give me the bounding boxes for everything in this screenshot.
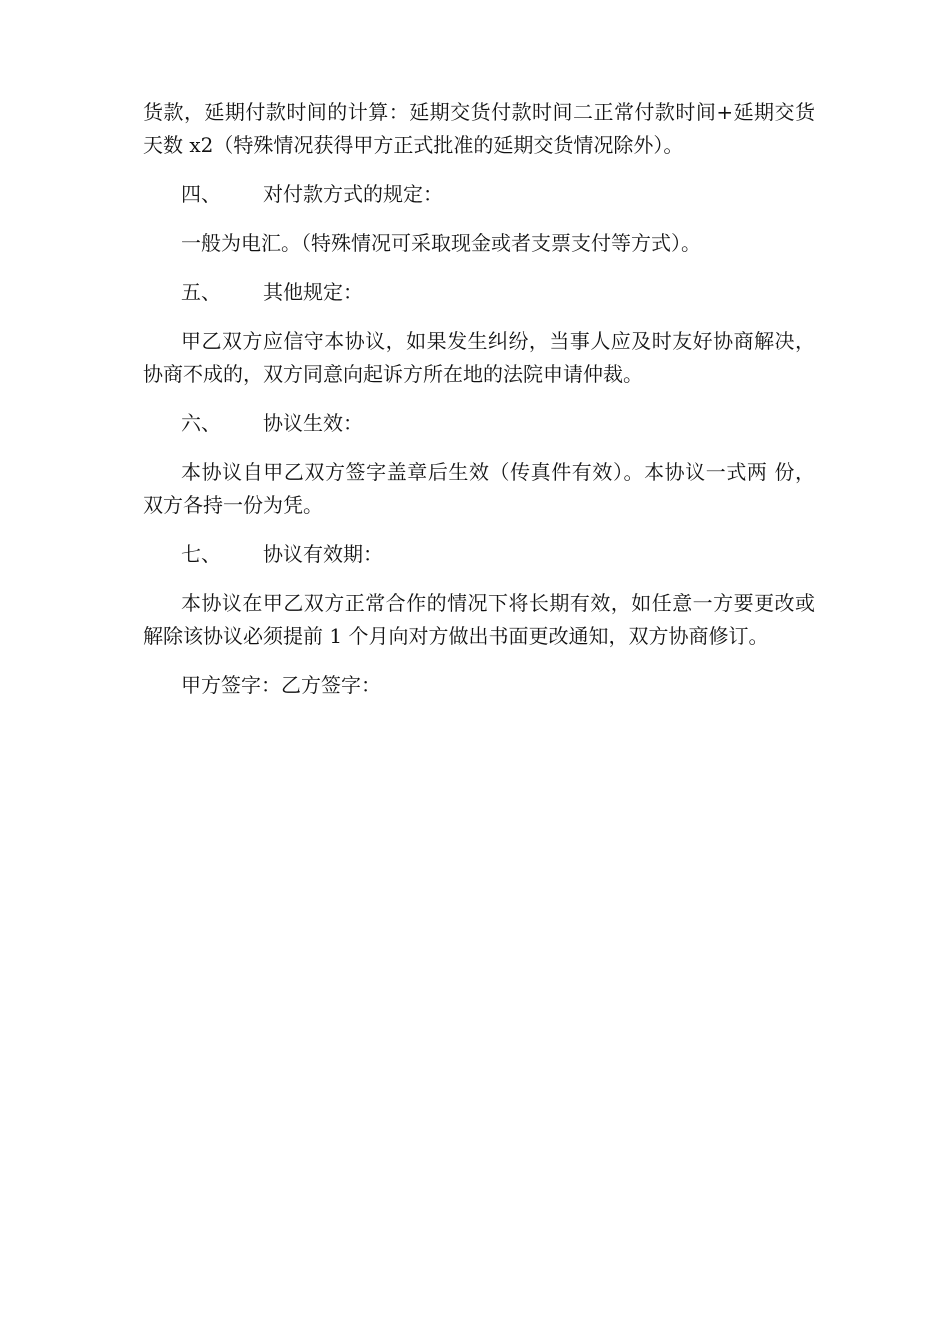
section-title: 其他规定：	[263, 280, 363, 304]
section-title: 对付款方式的规定：	[263, 182, 443, 206]
section-heading-6	[143, 407, 815, 440]
section-number: 四、	[181, 182, 221, 206]
signature-line: 甲方签字：乙方签字：	[181, 673, 381, 697]
paragraph-other-provisions: 甲乙双方应信守本协议，如果发生纠纷，当事人应及时友好协商解决，协商不成的，双方同意向起诉方所在地的法院申请仲裁。	[143, 329, 815, 386]
paragraph-payment-method: 一般为电汇。（特殊情况可采取现金或者支票支付等方式）。	[181, 231, 701, 255]
section-number: 七、	[181, 542, 221, 566]
section-number: 五、	[181, 280, 221, 304]
section-heading-7	[143, 538, 815, 571]
paragraph-payment-delay: 货款，延期付款时间的计算：延期交货付款时间二正常付款时间+延期交货天数 x2（特殊情况获得甲方正式批准的延期交货情况除外）。	[143, 100, 815, 157]
section-heading-4	[143, 178, 815, 211]
paragraph-validity-period: 本协议在甲乙双方正常合作的情况下将长期有效，如任意一方要更改或解除该协议必须提前 1 个月向对方做出书面更改通知，双方协商修订。	[143, 591, 815, 648]
paragraph-effectiveness: 本协议自甲乙双方签字盖章后生效（传真件有效）。本协议一式两 份，双方各持一份为凭。	[143, 460, 815, 517]
section-title: 协议有效期：	[263, 542, 383, 566]
document-page	[143, 96, 815, 702]
section-title: 协议生效：	[263, 411, 363, 435]
section-number: 六、	[181, 411, 221, 435]
section-heading-5	[143, 276, 815, 309]
